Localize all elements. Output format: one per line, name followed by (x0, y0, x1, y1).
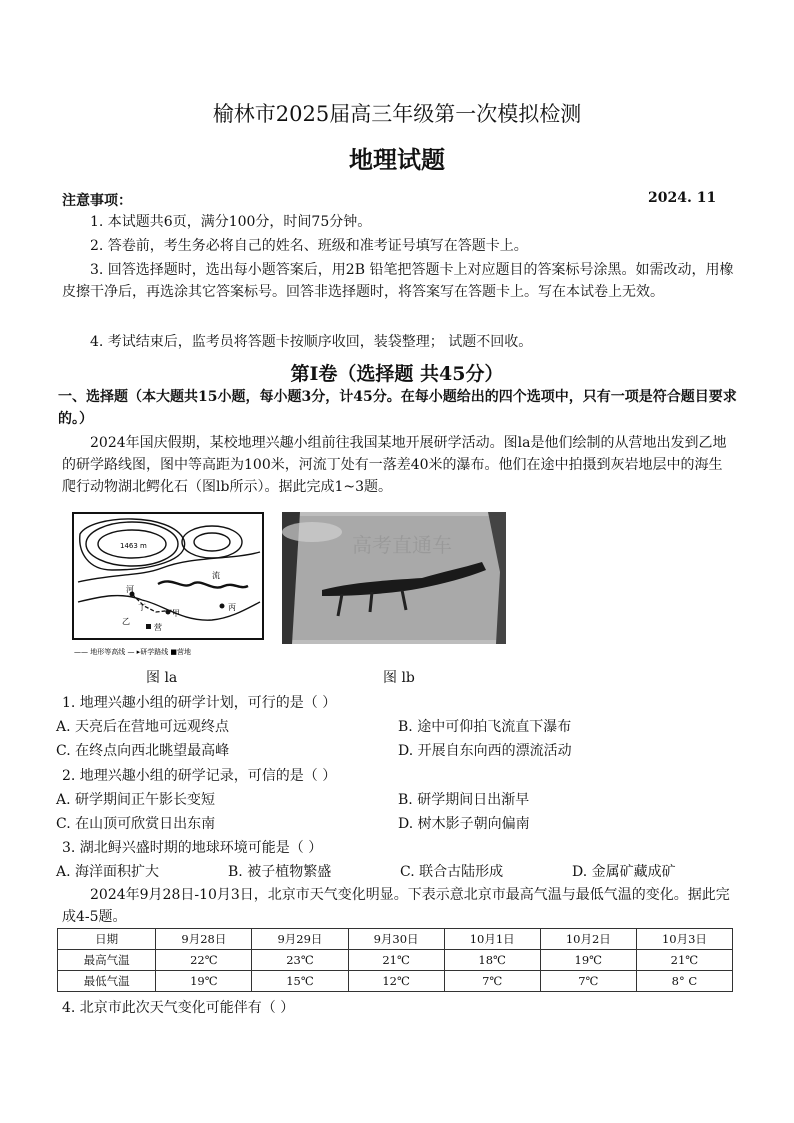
figure-1a-map (72, 512, 264, 658)
table-cell: 18℃ (444, 950, 540, 971)
peak-label: 1463 m (120, 542, 147, 550)
label-bing: 丙 (228, 603, 236, 612)
table-header-cell: 9月30日 (348, 929, 444, 950)
q3-option-a: A. 海洋面积扩大 (56, 864, 160, 880)
table-row (58, 950, 733, 971)
table-cell: 22℃ (156, 950, 252, 971)
label-ying: 营 (154, 623, 162, 632)
table-row (58, 971, 733, 992)
notes-heading: 注意事项： (62, 193, 132, 209)
table-cell: 19℃ (540, 950, 636, 971)
table-cell: 15℃ (252, 971, 348, 992)
table-cell: 7℃ (540, 971, 636, 992)
table-cell: 12℃ (348, 971, 444, 992)
label-yi: 乙 (122, 617, 130, 626)
table-cell: 21℃ (348, 950, 444, 971)
table-header-cell: 9月28日 (156, 929, 252, 950)
figure-1b-caption: 图 lb (383, 670, 415, 686)
note-2: 2. 答卷前，考生务必将自己的姓名、班级和准考证号填写在答题卡上。 (90, 238, 528, 254)
label-jia: 甲 (172, 609, 180, 618)
temperature-table (57, 928, 733, 992)
table-cell: 19℃ (156, 971, 252, 992)
section-instruction: 一、选择题（本大题共15小题，每小题3分，计45分。在每小题给出的四个选项中，只有一项是符合题目要求的。） (58, 389, 737, 427)
label-ding: 丁 (138, 603, 146, 612)
q2-option-c: C. 在山顶可欣赏日出东南 (56, 816, 216, 832)
q1-option-a: A. 天亮后在营地可远观终点 (56, 719, 230, 735)
question-1: 1. 地理兴趣小组的研学计划，可行的是（ ） (62, 695, 337, 711)
exam-date: 2024. 11 (648, 190, 717, 206)
table-cell: 7℃ (444, 971, 540, 992)
table-header-cell: 10月2日 (540, 929, 636, 950)
q3-option-b: B. 被子植物繁盛 (228, 864, 332, 880)
table-cell: 8° C (636, 971, 732, 992)
question-4: 4. 北京市此次天气变化可能伴有（ ） (62, 1000, 295, 1016)
figure-1b-watermark: 高考直通车 (352, 533, 452, 557)
q1-option-b: B. 途中可仰拍飞流直下瀑布 (398, 719, 572, 735)
q1-option-d: D. 开展自东向西的漂流活动 (398, 743, 572, 759)
question-3: 3. 湖北鲟兴盛时期的地球环境可能是（ ） (62, 840, 323, 856)
q1-option-c: C. 在终点向西北眺望最高峰 (56, 743, 230, 759)
q2-option-b: B. 研学期间日出渐早 (398, 792, 530, 808)
table-cell: 最低气温 (58, 971, 156, 992)
table-cell: 23℃ (252, 950, 348, 971)
figure-1b-photo (282, 512, 506, 644)
label-he: 河 (126, 585, 134, 594)
passage-1: 2024年国庆假期，某校地理兴趣小组前往我国某地开展研学活动。图la是他们绘制的从营地出发到乙地的研学路线图，图中等高距为100米，河流丁处有一落差40米的瀑布。他们在途中拍摄到灰岩地层中的海生爬行动物湖北鳄化石（图lb所示）。据此完成1~3题。 (62, 435, 727, 495)
table-header-row (58, 929, 733, 950)
label-liu: 流 (212, 571, 220, 580)
figure-1a-legend: —— 地形等高线 — ▸研学路线 ■营地 (74, 648, 192, 656)
q2-option-a: A. 研学期间正午影长变短 (56, 792, 216, 808)
passage-2: 2024年9月28日-10月3日，北京市天气变化明显。下表示意北京市最高气温与最低气温的变化。据此完成4-5题。 (62, 887, 730, 925)
note-1: 1. 本试题共6页，满分100分，时间75分钟。 (90, 214, 372, 230)
note-4: 4. 考试结束后，监考员将答题卡按顺序收回，装袋整理； 试题不回收。 (90, 334, 533, 350)
exam-title: 榆林市2025届高三年级第一次模拟检测 (212, 102, 582, 126)
table-header-cell: 10月1日 (444, 929, 540, 950)
table-header-cell: 日期 (58, 929, 156, 950)
q3-option-c: C. 联合古陆形成 (400, 864, 504, 880)
q2-option-d: D. 树木影子朝向偏南 (398, 816, 530, 832)
table-cell: 21℃ (636, 950, 732, 971)
question-2: 2. 地理兴趣小组的研学记录，可信的是（ ） (62, 768, 337, 784)
figure-1a-caption: 图 la (146, 670, 178, 686)
table-header-cell: 10月3日 (636, 929, 732, 950)
table-header-cell: 9月29日 (252, 929, 348, 950)
q3-option-d: D. 金属矿藏成矿 (572, 864, 676, 880)
section-title: 第Ⅰ卷（选择题 共45分） (290, 363, 504, 385)
subject-title: 地理试题 (349, 145, 445, 174)
table-cell: 最高气温 (58, 950, 156, 971)
note-3: 3. 回答选择题时，选出每小题答案后，用2B 铅笔把答题卡上对应题目的答案标号涂黑。如需改动，用橡皮擦干净后，再选涂其它答案标号。回答非选择题时，将答案写在答题卡上。写在本试卷上无效。 (62, 262, 734, 300)
